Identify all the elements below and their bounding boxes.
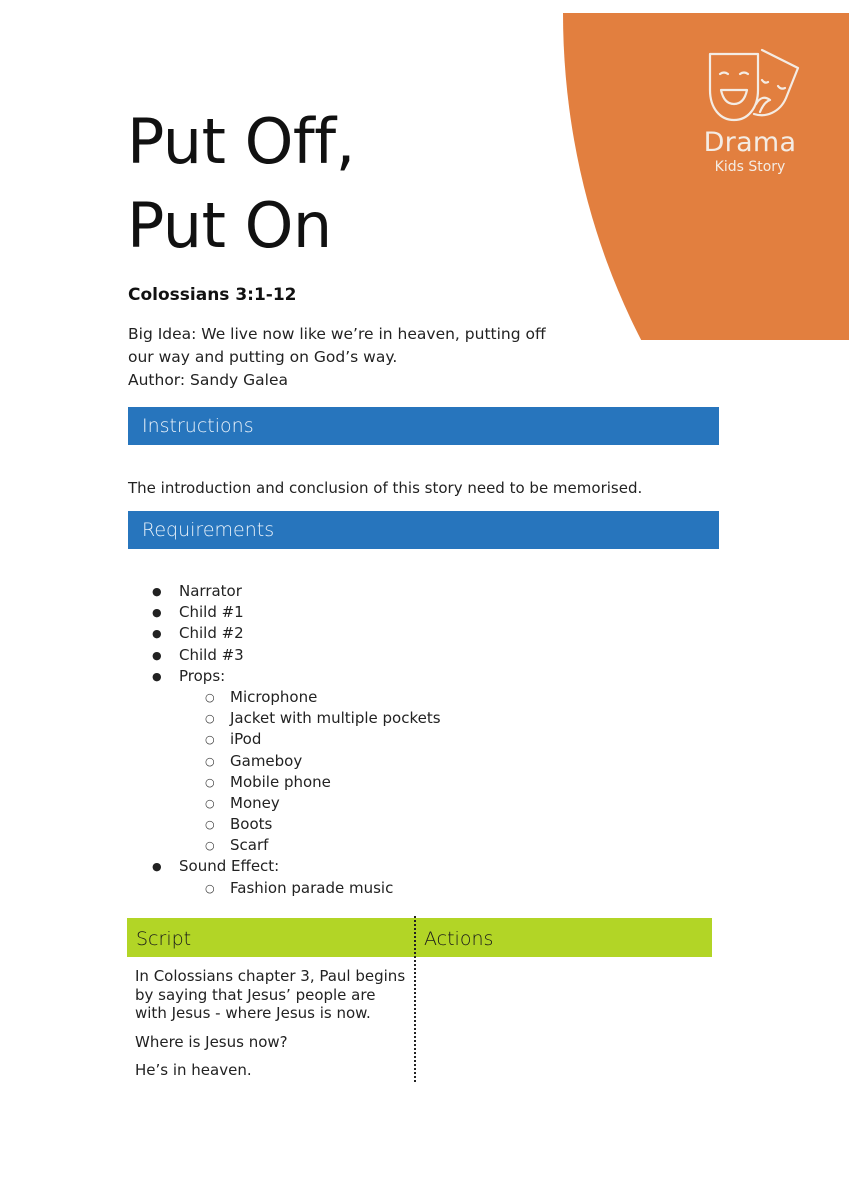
drama-badge: [690, 48, 810, 176]
bullet-icon: ●: [152, 627, 162, 641]
script-line: In Colossians chapter 3, Paul begins by saying that Jesus’ people are with Jesus - where Jesus is now.: [135, 967, 406, 1022]
circle-bullet-icon: ○: [205, 775, 215, 789]
circle-bullet-icon: ○: [205, 690, 215, 704]
script-column: [127, 957, 407, 1080]
requirements-heading: Requirements: [128, 511, 719, 549]
badge-subtitle: Kids Story: [714, 159, 786, 175]
author: Author: Sandy Galea: [128, 371, 289, 389]
bullet-icon: ●: [152, 648, 162, 662]
circle-bullet-icon: ○: [205, 839, 215, 853]
circle-bullet-icon: ○: [205, 881, 215, 895]
bullet-icon: ●: [152, 585, 162, 598]
page-title: [127, 100, 355, 268]
circle-bullet-icon: ○: [205, 754, 215, 768]
script-line: He’s in heaven.: [135, 1061, 252, 1079]
script-line: Where is Jesus now?: [135, 1032, 288, 1051]
circle-bullet-icon: ○: [205, 818, 215, 832]
intro-block: [128, 323, 568, 392]
circle-bullet-icon: ○: [205, 733, 215, 747]
badge-title: Drama: [703, 127, 797, 158]
header-script: Script: [136, 928, 192, 950]
bullet-icon: ●: [152, 606, 162, 620]
title-line-1: Put Off,: [127, 105, 355, 178]
circle-bullet-icon: ○: [205, 796, 215, 810]
instructions-text: The introduction and conclusion of this story need to be memorised.: [128, 479, 643, 497]
scripture-reference: Colossians 3:1-12: [128, 285, 297, 305]
header-actions: Actions: [424, 928, 494, 950]
bullet-icon: ●: [152, 860, 162, 874]
script-table: [127, 918, 712, 1090]
bullet-icon: ●: [152, 669, 162, 683]
big-idea-line-1: Big Idea: We live now like we’re in heaven, putting off: [128, 325, 546, 343]
table-header: [127, 918, 712, 957]
big-idea-line-2: our way and putting on God’s way.: [128, 348, 398, 366]
instructions-heading: Instructions: [128, 407, 719, 445]
circle-bullet-icon: ○: [205, 712, 215, 726]
column-divider: [414, 916, 416, 1082]
theater-masks-icon: [698, 48, 802, 124]
title-line-2: Put On: [127, 189, 332, 262]
